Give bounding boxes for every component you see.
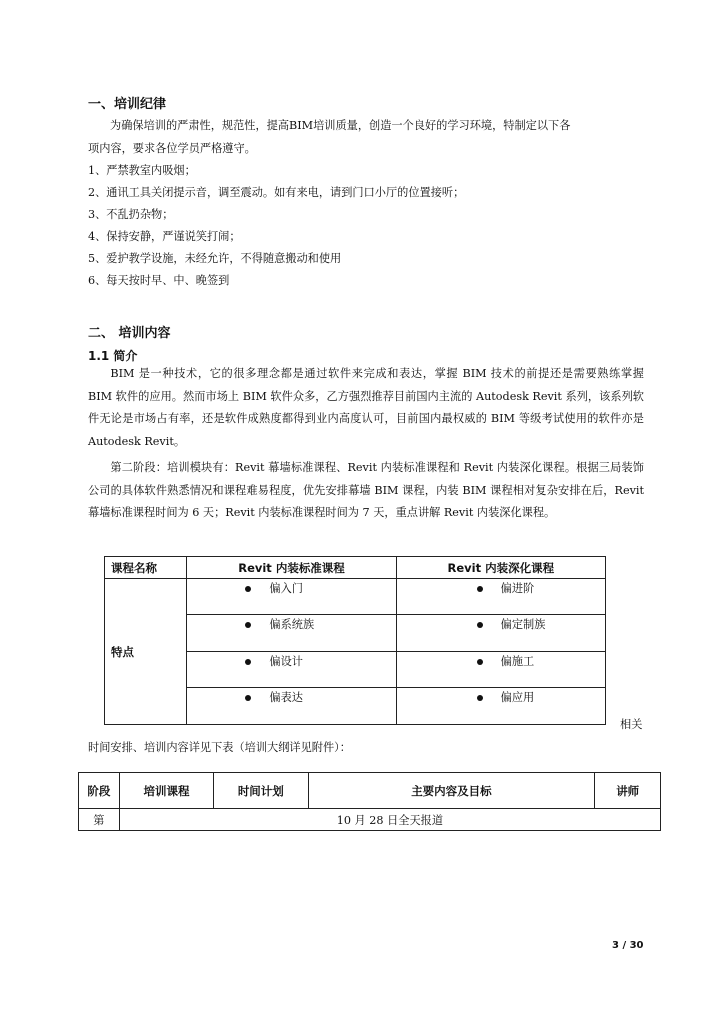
bullet-icon: [477, 695, 483, 701]
schedule-header-content: 主要内容及目标: [308, 773, 595, 809]
bullet-icon: [245, 659, 251, 665]
rule-item: 2、通讯工具关闭提示音，调至震动。如有来电，请到门口小厅的位置接听；: [88, 186, 465, 199]
intro-paragraph-1: [88, 363, 644, 453]
feature-text: 偏进阶: [500, 582, 535, 595]
intro-paragraph-2: [88, 457, 644, 525]
feature-cell: [396, 652, 605, 688]
intro-line-1: 为确保培训的严肃性，规范性，提高BIM培训质量，创造一个良好的学习环境，特制定以下各: [110, 119, 571, 132]
rule-item: 4、保持安静，严谨说笑打闹；: [88, 230, 241, 243]
feature-text: 偏定制族: [500, 618, 546, 631]
bullet-icon: [477, 586, 483, 592]
table-header-course-name: 课程名称: [105, 557, 187, 579]
paragraph-text: BIM 是一种技术，它的很多理念都是通过软件来完成和表达，掌握 BIM 技术的前提还是需要熟练掌握 BIM 软件的应用。然而市场上 BIM 软件众多，乙方强烈推荐目前国内主流的 Autodesk Revit 系列，该系列软件无论是市场占有率，还是软件成熟度都得到业内高度认可，目前国内最权威的 BIM 等级考试使用的软件亦是 Autodesk Revit。: [88, 367, 644, 448]
course-comparison-table: [104, 556, 606, 725]
feature-cell: [187, 652, 396, 688]
feature-text: 偏施工: [500, 655, 535, 668]
schedule-intro-line: 时间安排、培训内容详见下表（培训大纲详见附件）：: [88, 741, 351, 754]
feature-text: 偏系统族: [269, 618, 315, 631]
sub-heading-intro: 1.1 简介: [88, 349, 138, 363]
table-header-deep: Revit 内装深化课程: [396, 557, 605, 579]
rule-item: 1、严禁教室内吸烟；: [88, 164, 196, 177]
bullet-icon: [245, 622, 251, 628]
feature-cell: [396, 579, 605, 615]
schedule-header-course: 培训课程: [119, 773, 213, 809]
row-label-features: 特点: [105, 579, 187, 725]
schedule-cell-stage: 第: [79, 809, 120, 831]
feature-text: 偏设计: [269, 655, 303, 668]
rule-item: 5、爱护教学设施，未经允许，不得随意搬动和使用: [88, 252, 342, 265]
table-header-standard: Revit 内装标准课程: [187, 557, 396, 579]
schedule-header-stage: 阶段: [79, 773, 120, 809]
schedule-header-lecturer: 讲师: [595, 773, 661, 809]
bullet-icon: [477, 622, 483, 628]
intro-line-2: 项内容，要求各位学员严格遵守。: [88, 142, 256, 155]
feature-text: 偏表达: [269, 691, 303, 704]
paragraph-text: 第二阶段：培训模块有：Revit 幕墙标准课程、Revit 内装标准课程和 Revit 内装深化课程。根据三局装饰公司的具体软件熟悉情况和课程难易程度，优先安排幕墙 BIM 课程，内装 BIM 课程相对复杂安排在后，Revit 幕墙标准课程时间为 6 天；Revit 内装标准课程时间为 7 天，重点讲解 Revit 内装深化课程。: [88, 461, 644, 519]
feature-cell: [187, 615, 396, 652]
feature-text: 偏应用: [500, 691, 535, 704]
rule-item: 6、每天按时早、中、晚签到: [88, 274, 230, 287]
schedule-table: [78, 772, 661, 831]
page-number: 3 / 30: [612, 940, 644, 951]
bullet-icon: [245, 695, 251, 701]
feature-cell: [187, 688, 396, 725]
rule-item: 3、不乱扔杂物；: [88, 208, 174, 221]
section-heading-discipline: 一、培训纪律: [88, 97, 167, 112]
section-heading-content: 二、 培训内容: [88, 326, 171, 341]
schedule-cell-arrival: 10 月 28 日全天报道: [119, 809, 660, 831]
feature-text: 偏入门: [269, 582, 303, 595]
schedule-header-time: 时间计划: [214, 773, 308, 809]
feature-cell: [396, 688, 605, 725]
trailing-text: 相关: [620, 718, 643, 731]
feature-cell: [396, 615, 605, 652]
bullet-icon: [245, 586, 251, 592]
bullet-icon: [477, 659, 483, 665]
feature-cell: [187, 579, 396, 615]
